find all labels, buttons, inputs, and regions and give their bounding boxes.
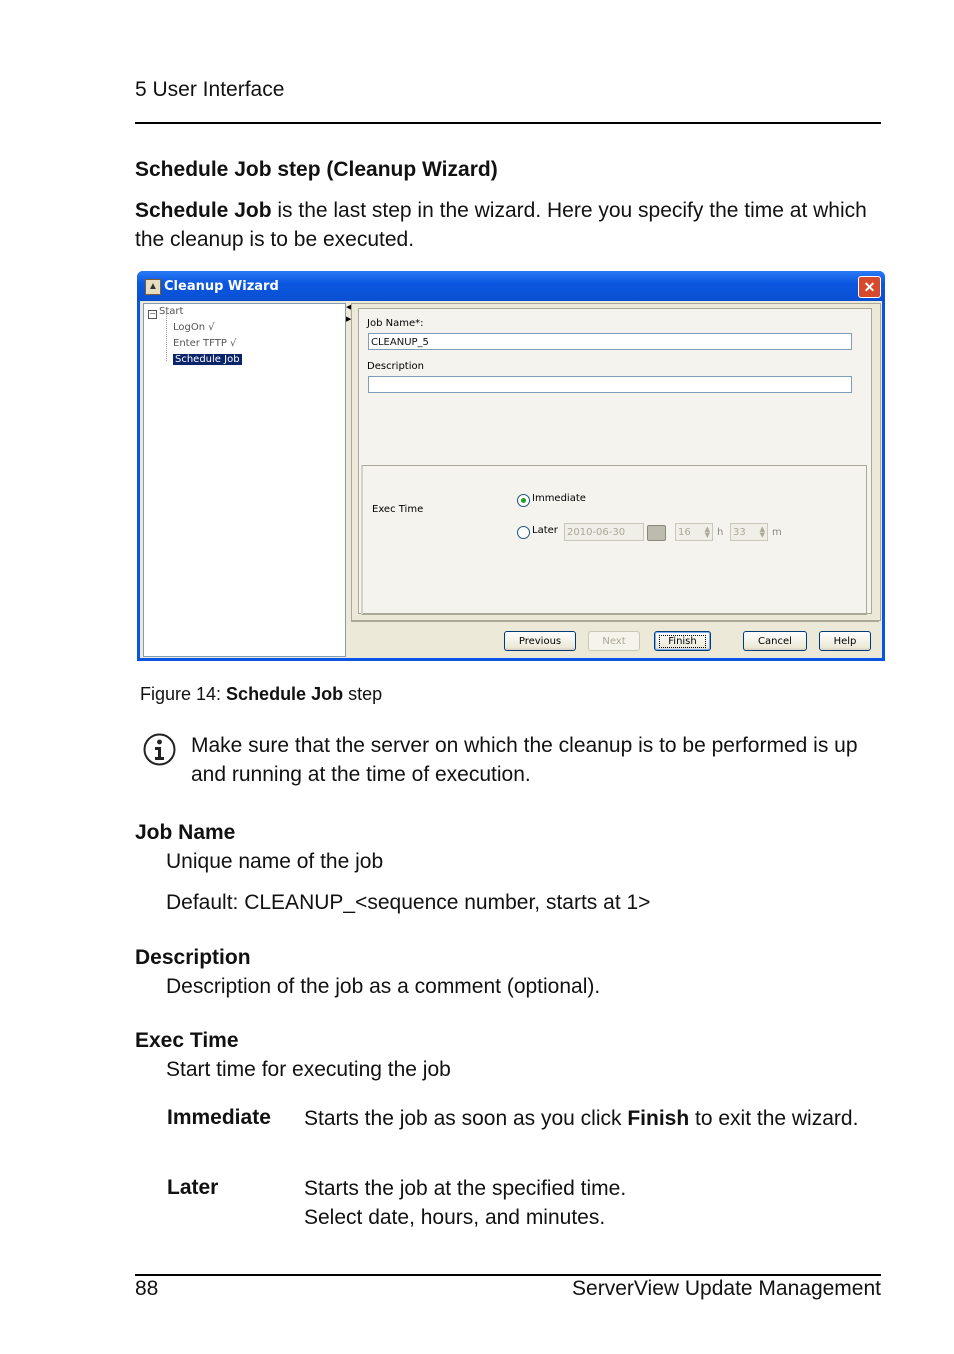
tree-item-schedule-job[interactable]: Schedule Job [175,354,240,365]
hour-spinner-arrows-icon[interactable]: ▲ ▼ [704,525,710,539]
job-name-input[interactable]: CLEANUP_5 [368,333,852,350]
form-panel [358,308,872,614]
later-desc-line2: Select date, hours, and minutes. [304,1206,606,1229]
window-title: Cleanup Wizard [164,279,279,294]
caption-suffix: step [343,684,383,704]
tree-line [166,313,168,361]
later-desc [304,1174,864,1232]
description-term: Description [135,946,251,969]
cleanup-wizard-window [137,271,885,661]
close-button[interactable]: ✕ [858,276,881,298]
finish-button[interactable] [654,631,711,651]
product-name: ServerView Update Management [572,1277,881,1300]
window-client [140,301,882,658]
exec-time-desc: Start time for executing the job [166,1058,451,1081]
immediate-desc-post: to exit the wizard. [689,1107,859,1130]
intro-bold: Schedule Job [135,199,272,222]
next-button[interactable]: Next [588,631,640,651]
app-icon: ▲ [145,279,161,295]
header-rule [135,122,881,124]
job-name-label: Job Name*: [367,318,424,329]
immediate-desc-bold: Finish [627,1107,690,1130]
hour-spinner[interactable] [675,523,713,541]
description-desc: Description of the job as a comment (optional). [166,975,601,998]
tree-item-start[interactable]: Start [159,306,184,317]
page-number: 88 [135,1277,159,1300]
exec-time-term: Exec Time [135,1029,239,1052]
later-label: Later [532,525,558,536]
tree-item-logon[interactable]: LogOn √ [173,322,215,333]
later-desc-line1: Starts the job at the specified time. [304,1177,627,1200]
finish-button-label: Finish [659,635,705,648]
immediate-desc [304,1104,864,1133]
note-text: Make sure that the server on which the cleanup is to be performed is up and running at the time of execution. [191,734,858,786]
minute-spinner-arrows-icon[interactable]: ▲ ▼ [759,525,765,539]
job-name-desc: Unique name of the job [166,850,384,873]
immediate-label: Immediate [532,493,586,504]
minute-spinner[interactable] [730,523,768,541]
exec-time-panel [361,465,867,615]
splitter-left-arrow-icon[interactable]: ◀ [346,304,352,311]
splitter-right-arrow-icon[interactable]: ▶ [346,316,352,323]
window-titlebar [137,271,885,301]
form-pane [351,303,881,621]
job-name-default: Default: CLEANUP_<sequence number, starts at 1> [166,891,651,914]
step-tree [143,303,346,657]
footer-rule [135,1274,881,1276]
figure-caption [140,684,382,705]
later-term: Later [167,1176,219,1199]
splitter[interactable] [346,303,350,655]
help-button[interactable]: Help [819,631,871,651]
caption-prefix: Figure 14: [140,684,227,704]
tree-collapse-icon[interactable]: − [149,309,156,318]
immediate-radio[interactable] [517,494,530,507]
hour-unit: h [717,527,724,538]
info-icon [143,733,176,766]
later-radio[interactable] [517,526,530,539]
caption-bold: Schedule Job [226,684,344,704]
section-heading: Schedule Job step (Cleanup Wizard) [135,158,498,181]
job-name-term: Job Name [135,821,236,844]
previous-button[interactable]: Previous [504,631,576,651]
immediate-desc-pre: Starts the job as soon as you click [304,1107,628,1130]
description-input[interactable] [368,376,852,393]
date-input[interactable]: 2010-06-30 [564,523,644,541]
chapter-header: 5 User Interface [135,78,285,101]
hour-value: 16 [678,527,691,538]
immediate-term: Immediate [167,1106,271,1129]
exec-time-label: Exec Time [372,504,424,515]
description-label: Description [367,361,424,372]
tree-item-enter-tftp[interactable]: Enter TFTP √ [173,338,237,349]
minute-unit: m [772,527,782,538]
calendar-icon[interactable] [647,525,666,541]
intro-paragraph [135,196,881,254]
minute-value: 33 [733,527,746,538]
intro-text: is the last step in the wizard. Here you specify the time at which the cleanup is to be executed. [135,199,867,251]
button-bar [351,621,879,656]
cancel-button[interactable]: Cancel [743,631,807,651]
